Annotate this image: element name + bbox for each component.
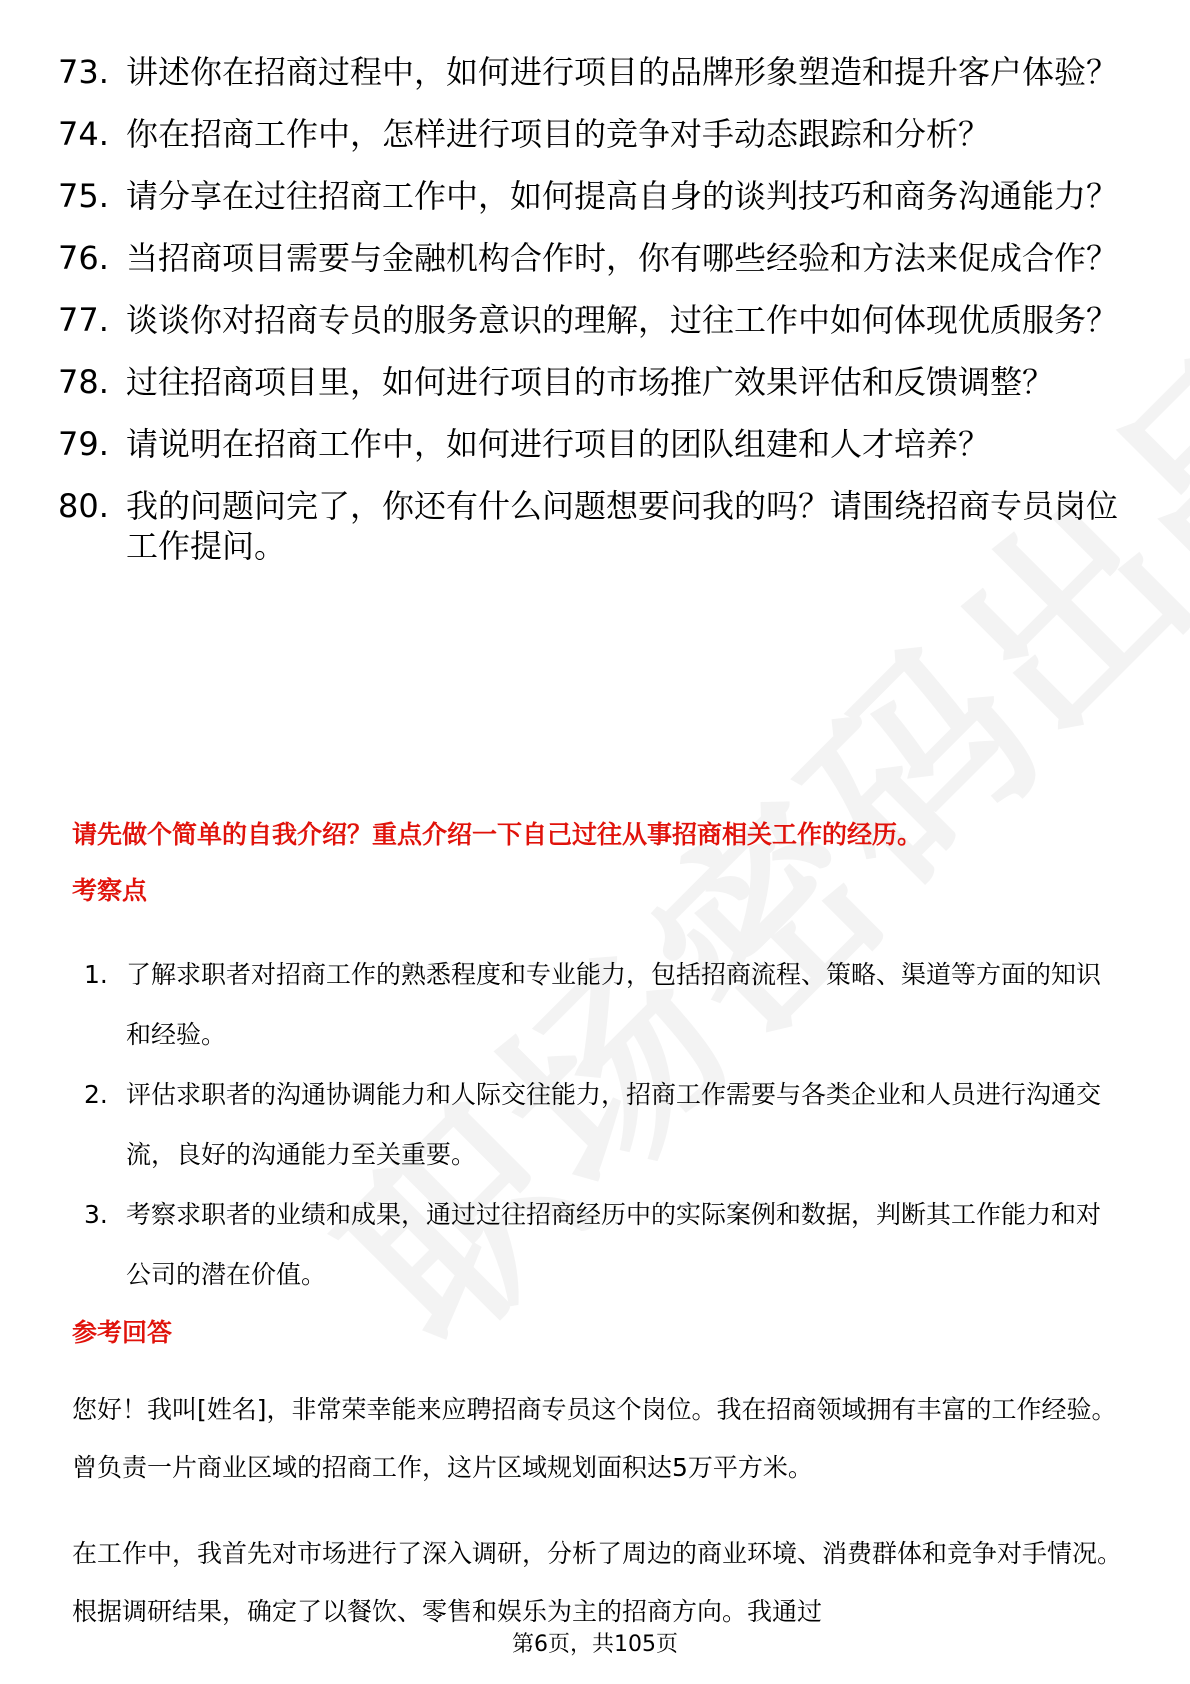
point-text: 考察求职者的业绩和成果，通过过往招商经历中的实际案例和数据，判断其工作能力和对公司的潜在价值。 [126,1200,1102,1289]
question-number: 73. [58,53,109,91]
point-number: 3. [84,1200,108,1229]
question-text: 过往招商项目里，如何进行项目的市场推广效果评估和反馈调整？ [126,363,1055,401]
question-text: 你在招商工作中，怎样进行项目的竞争对手动态跟踪和分析？ [126,115,991,153]
answer-paragraph: 您好！我叫[姓名]，非常荣幸能来应聘招商专员这个岗位。我在招商领域拥有丰富的工作经验。曾负责一片商业区域的招商工作，这片区域规划面积达5万平方米。 [72,1395,1117,1482]
focus-question: 请先做个简单的自我介绍？重点介绍一下自己过往从事招商相关工作的经历。 [72,820,923,849]
question-item [58,424,1118,464]
question-item [58,52,1118,92]
question-item [58,114,1118,154]
reference-title: 参考回答 [72,1318,173,1347]
question-number: 80. [58,487,109,525]
question-text: 当招商项目需要与金融机构合作时，你有哪些经验和方法来促成合作？ [126,239,1119,277]
question-item [58,362,1118,402]
question-number: 78. [58,363,109,401]
question-number: 74. [58,115,109,153]
question-text: 请分享在过往招商工作中，如何提高自身的谈判技巧和商务沟通能力？ [126,177,1119,215]
question-number: 75. [58,177,109,215]
point-text: 了解求职者对招商工作的熟悉程度和专业能力，包括招商流程、策略、渠道等方面的知识和经验。 [126,960,1102,1049]
question-item [58,176,1118,216]
question-item [58,300,1118,340]
point-number: 1. [84,960,108,989]
question-item [58,486,1118,566]
assessment-point [84,1065,1114,1185]
assessment-points [84,945,1114,1305]
question-number: 77. [58,301,109,339]
question-item [58,238,1118,278]
question-list [58,52,1118,588]
question-number: 76. [58,239,109,277]
page-footer: 第6页，共105页 [512,1632,678,1657]
question-text: 请说明在招商工作中，如何进行项目的团队组建和人才培养？ [126,425,991,463]
assessment-title: 考察点 [72,876,148,905]
assessment-point [84,945,1114,1065]
question-text: 讲述你在招商过程中，如何进行项目的品牌形象塑造和提升客户体验？ [126,53,1119,91]
question-text: 我的问题问完了，你还有什么问题想要问我的吗？请围绕招商专员岗位工作提问。 [126,487,1119,565]
question-number: 79. [58,425,109,463]
question-text: 谈谈你对招商专员的服务意识的理解，过往工作中如何体现优质服务？ [126,301,1119,339]
assessment-point [84,1185,1114,1305]
point-text: 评估求职者的沟通协调能力和人际交往能力，招商工作需要与各类企业和人员进行沟通交流，良好的沟通能力至关重要。 [126,1080,1102,1169]
answer-paragraph: 在工作中，我首先对市场进行了深入调研，分析了周边的商业环境、消费群体和竞争对手情况。根据调研结果，确定了以餐饮、零售和娱乐为主的招商方向。我通过 [72,1539,1123,1626]
point-number: 2. [84,1080,108,1109]
